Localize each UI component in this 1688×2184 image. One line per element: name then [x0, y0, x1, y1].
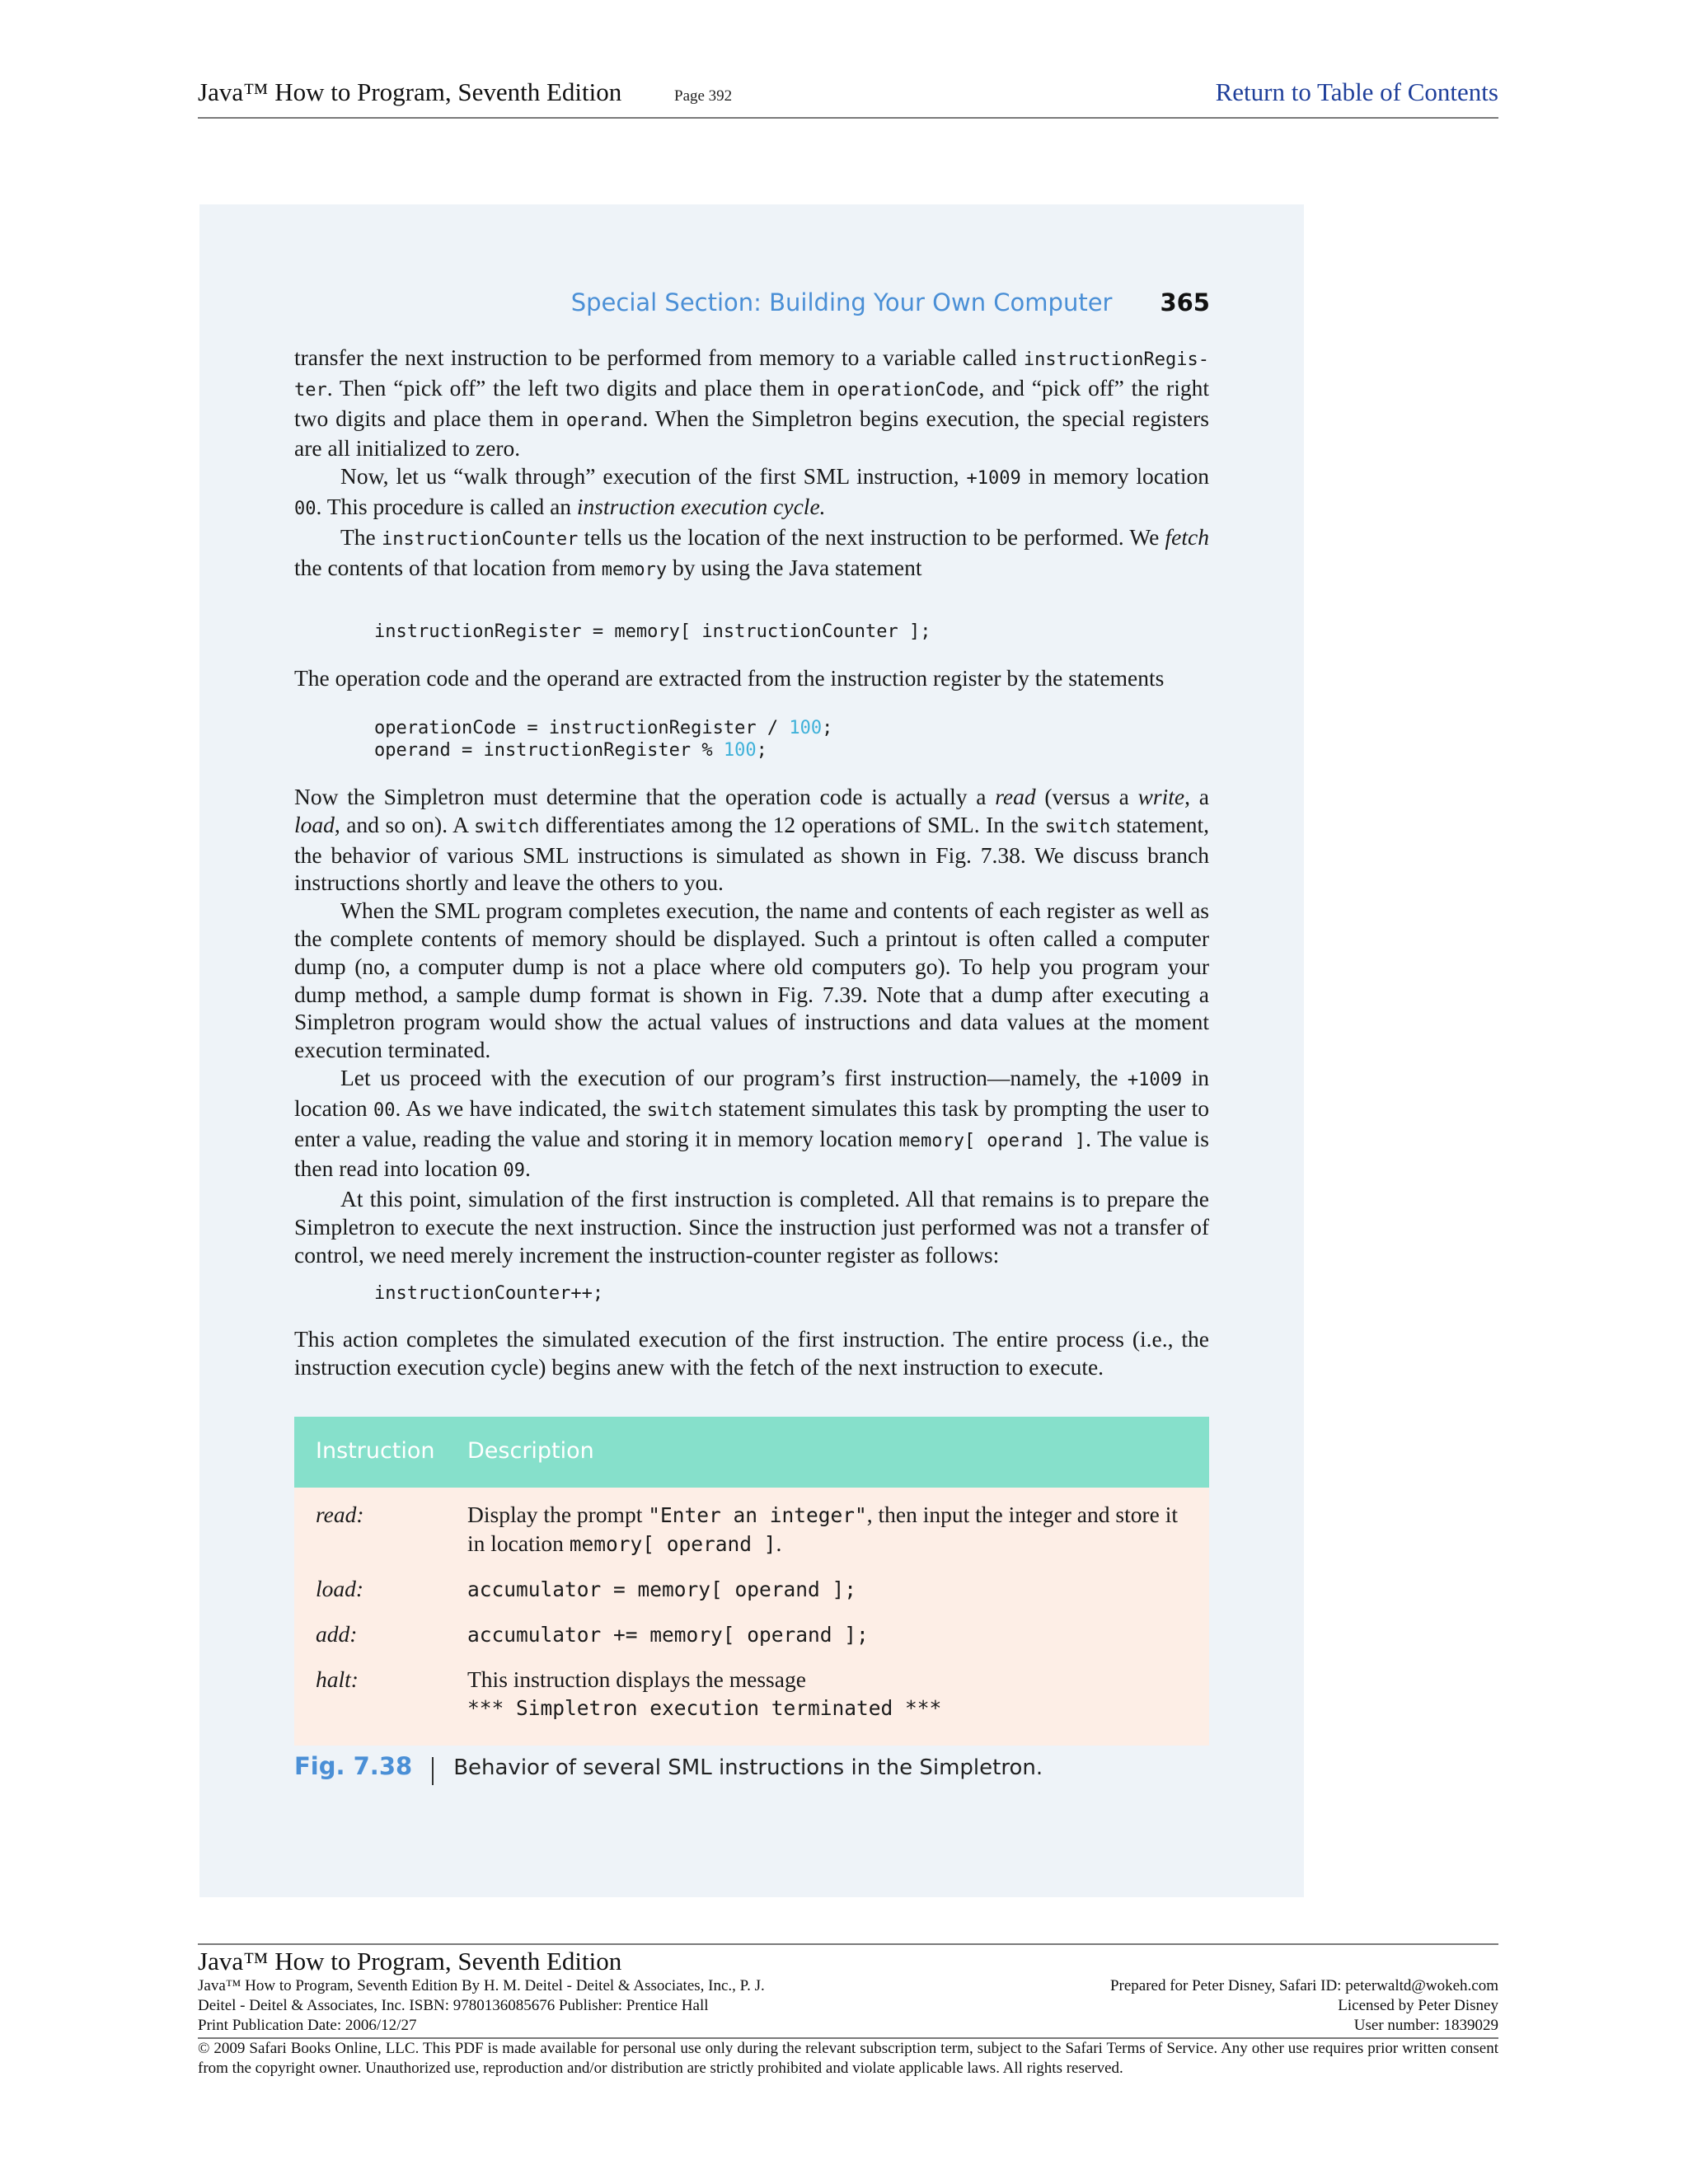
- code-run: +1009: [1127, 1069, 1183, 1090]
- footer-copyright: © 2009 Safari Books Online, LLC. This PDF is made available for personal use only during the relevant subscription term, subject to the Safari Terms of Service. Any other use requires prior written consent from the copyright owner. Unauthorized use, reproduction and/or distribution are strictly prohibited and violate applicable laws. All rights reserved.: [198, 2037, 1498, 2079]
- text-run: .: [776, 1530, 782, 1556]
- italic-run: instruction execution cycle.: [576, 493, 826, 519]
- text-run: The: [340, 523, 382, 550]
- running-head-section-title: Special Section: Building Your Own Computer: [570, 288, 1113, 316]
- text-run: statement, the behavior of various SML instructions is simulated as shown in Fig. 7.38. We discuss branch instructions shortly and leave the others to you.: [294, 811, 1209, 896]
- paragraph-7: [294, 1064, 1209, 1185]
- code-run: switch: [473, 816, 540, 837]
- code-run: accumulator = memory[ operand ];: [467, 1577, 857, 1601]
- figure-number: Fig. 7.38: [294, 1752, 413, 1780]
- code-number: 100: [789, 718, 823, 738]
- text-run: . The value is then read into location: [294, 1125, 1209, 1182]
- code-run: *** Simpletron execution terminated ***: [467, 1696, 942, 1720]
- paragraph-4: The operation code and the operand are extracted from the instruction register by the statements: [294, 665, 1165, 691]
- text-run: , and “pick off” the right two digits and place them in: [294, 374, 1209, 431]
- code-run: +1009: [966, 468, 1021, 490]
- paragraph-5: [294, 783, 1209, 897]
- italic-run: write: [1137, 784, 1185, 809]
- footer-details: [198, 1976, 1498, 2036]
- code-run: switch: [1044, 816, 1111, 837]
- paragraph-1: [294, 344, 1209, 462]
- text-run: This instruction displays the message: [467, 1666, 806, 1692]
- text-block-2: [294, 664, 1209, 692]
- return-to-toc-link[interactable]: Return to Table of Contents: [1215, 77, 1498, 106]
- code-run: memory[ operand ]: [569, 1532, 776, 1556]
- text-block-3: [294, 783, 1209, 1269]
- table-row-load: [294, 1575, 1209, 1604]
- column-header-description: Description: [467, 1438, 594, 1464]
- code-run: 09: [503, 1160, 526, 1182]
- code-run: 00: [294, 498, 316, 519]
- instruction-name: halt:: [316, 1666, 359, 1692]
- text-run: . As we have indicated, the: [395, 1094, 647, 1121]
- text-run: , and so on). A: [334, 811, 474, 837]
- code-block-fetch: instructionRegister = memory[ instructionCounter ];: [374, 621, 931, 642]
- code-text: operand = instructionRegister %: [374, 740, 724, 761]
- code-run: accumulator += memory[ operand ];: [467, 1623, 869, 1647]
- code-run: 00: [373, 1099, 396, 1121]
- footer-book-title: Java™ How to Program, Seventh Edition: [198, 1947, 622, 1975]
- footer-line: Print Publication Date: 2006/12/27: [198, 2017, 417, 2034]
- text-run: , a: [1184, 784, 1209, 809]
- table-body: [294, 1488, 1209, 1746]
- instruction-name: read:: [316, 1502, 364, 1527]
- table-row-add: [294, 1620, 1209, 1649]
- running-head-page-number: 365: [1160, 288, 1210, 316]
- text-run: Now, let us “walk through” execution of the first SML instruction,: [340, 463, 967, 490]
- text-run: (versus a: [1035, 784, 1138, 809]
- paragraph-6: When the SML program completes execution, the name and contents of each register as well as the complete contents of memory should be displayed. Such a printout is often called a computer dump (no, a computer dump is not a place where old computers go). To help you program your dump method, a sample dump format is shown in Fig. 7.39. Note that a dump after executing a Simpletron program would show the actual values of instructions and data values at the moment execution terminated.: [294, 898, 1209, 1063]
- text-run: the contents of that location from: [294, 554, 602, 580]
- paragraph-8: At this point, simulation of the first instruction is completed. All that remains is to prepare the Simpletron to execute the next instruction. Since the instruction just performed was not a transfer of control, we need merely increment the instruction-counter register as follows:: [294, 1186, 1209, 1268]
- sml-instructions-table: [294, 1417, 1209, 1746]
- text-run: differentiates among the 12 operations of SML. In the: [539, 811, 1045, 837]
- code-run: instructionCounter: [381, 528, 579, 550]
- instruction-name: load:: [316, 1576, 364, 1601]
- text-run: .: [525, 1155, 531, 1182]
- column-header-instruction: Instruction: [316, 1438, 435, 1464]
- code-run: memory: [601, 559, 668, 580]
- instruction-description: [467, 1575, 1193, 1604]
- code-run: instructionRegis-: [1023, 349, 1209, 370]
- footer-publication-info: [198, 1976, 940, 2036]
- instruction-description: [467, 1501, 1193, 1558]
- figure-caption: [294, 1752, 1043, 1785]
- text-run: . This procedure is called an: [316, 493, 577, 519]
- text-block-4: [294, 1325, 1209, 1381]
- italic-run: fetch: [1165, 523, 1209, 550]
- text-run: tells us the location of the next instruction to be performed. We: [578, 523, 1165, 550]
- code-run: operationCode: [837, 379, 979, 401]
- paragraph-9: This action completes the simulated execution of the first instruction. The entire process (i.e., the instruction execution cycle) begins anew with the fetch of the next instruction to execute.: [294, 1326, 1209, 1380]
- text-run: statement simulates this task by prompting the user to enter a value, reading the value and storing it in memory location: [294, 1094, 1210, 1151]
- code-number: 100: [723, 740, 757, 761]
- text-run: transfer the next instruction to be performed from memory to a variable called: [294, 344, 1024, 370]
- text-run: by using the Java statement: [667, 554, 922, 580]
- footer-line: User number: 1839029: [1353, 2017, 1498, 2034]
- paragraph-2: [294, 462, 1209, 523]
- text-run: Now the Simpletron must determine that the operation code is actually a: [294, 784, 996, 809]
- code-run: "Enter an integer": [648, 1503, 867, 1527]
- caption-text: Behavior of several SML instructions in the Simpletron.: [453, 1755, 1043, 1780]
- code-text: ;: [822, 718, 833, 738]
- footer-line: Deitel - Deitel & Associates, Inc. ISBN: 9780136085676 Publisher: Prentice Hall: [198, 1997, 709, 2014]
- text-run: Display the prompt: [467, 1502, 649, 1527]
- instruction-name: add:: [316, 1621, 358, 1647]
- text-run: Let us proceed with the execution of our program’s first instruction—namely, the: [340, 1064, 1128, 1090]
- footer-line: Licensed by Peter Disney: [1338, 1997, 1498, 2014]
- header-book-title: Java™ How to Program, Seventh Edition: [198, 77, 622, 106]
- italic-run: read: [995, 784, 1036, 809]
- text-run: . When the Simpletron begins execution, the special registers are all initialized to zero.: [294, 405, 1209, 462]
- code-run: ter: [294, 379, 327, 401]
- text-block-1: [294, 344, 1209, 583]
- table-row-read: [294, 1501, 1209, 1558]
- text-run: in memory location: [1020, 463, 1209, 490]
- code-block-increment: instructionCounter++;: [374, 1283, 604, 1304]
- caption-separator: [432, 1757, 434, 1785]
- table-header: [294, 1417, 1209, 1488]
- instruction-description: [467, 1620, 1193, 1649]
- code-block-extract: [374, 717, 832, 762]
- text-run: , then input the integer and store it in location: [467, 1502, 1178, 1556]
- text-run: in location: [294, 1064, 1209, 1121]
- page-footer: [198, 1943, 1498, 2079]
- text-run: . Then “pick off” the left two digits and place them in: [326, 374, 837, 401]
- instruction-description: [467, 1666, 1193, 1722]
- page-header: [198, 76, 1498, 119]
- code-run: memory[ operand ]: [898, 1130, 1086, 1151]
- footer-license-info: [1110, 1976, 1498, 2036]
- header-page-label: Page 392: [674, 87, 733, 105]
- footer-line: Prepared for Peter Disney, Safari ID: peterwaltd@wokeh.com: [1109, 1977, 1498, 1994]
- book-page: [199, 204, 1304, 1897]
- running-head: [571, 288, 1210, 321]
- italic-run: load: [294, 811, 335, 837]
- code-text: ;: [756, 740, 767, 761]
- paragraph-3: [294, 523, 1209, 584]
- code-run: switch: [646, 1099, 713, 1121]
- code-text: operationCode = instructionRegister /: [374, 718, 790, 738]
- table-row-halt: [294, 1666, 1209, 1722]
- footer-line: Java™ How to Program, Seventh Edition By H. M. Deitel - Deitel & Associates, Inc., P. J.: [198, 1977, 765, 1994]
- code-run: operand: [565, 410, 643, 431]
